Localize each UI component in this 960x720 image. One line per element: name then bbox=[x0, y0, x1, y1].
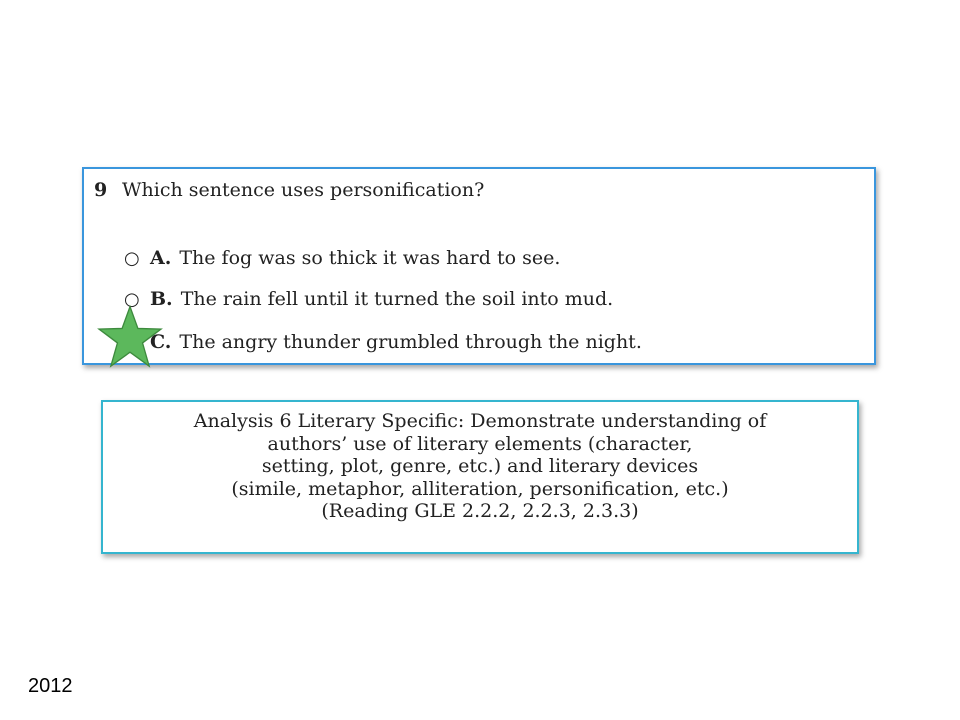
question-number: 9 bbox=[94, 179, 108, 201]
question-prompt: Which sentence uses personification? bbox=[122, 179, 485, 201]
radio-icon[interactable]: ○ bbox=[124, 288, 140, 310]
star-icon bbox=[96, 304, 164, 370]
standard-line: setting, plot, genre, etc.) and literary devices bbox=[261, 455, 699, 477]
standard-line: Analysis 6 Literary Specific: Demonstrate understanding of bbox=[193, 410, 767, 432]
option-a-letter: A. bbox=[150, 247, 172, 269]
standard-box bbox=[101, 400, 859, 554]
option-c-letter: C. bbox=[150, 331, 172, 353]
standard-line: authors’ use of literary elements (character, bbox=[267, 432, 693, 455]
option-b-letter: B. bbox=[150, 288, 173, 310]
standard-line: (Reading GLE 2.2.2, 2.2.3, 2.3.3) bbox=[321, 500, 639, 522]
star-shape bbox=[99, 307, 161, 366]
option-b-text: The rain fell until it turned the soil into mud. bbox=[180, 288, 614, 310]
option-c-text: The angry thunder grumbled through the night. bbox=[179, 331, 642, 353]
option-b[interactable] bbox=[124, 288, 613, 310]
question-prompt-line bbox=[94, 179, 484, 201]
option-a-text: The fog was so thick it was hard to see. bbox=[179, 247, 561, 269]
radio-icon[interactable]: ○ bbox=[124, 247, 140, 269]
footer-year: 2012 bbox=[28, 675, 73, 697]
standard-line: (simile, metaphor, alliteration, personification, etc.) bbox=[231, 477, 729, 500]
option-a[interactable] bbox=[124, 247, 560, 269]
option-c[interactable] bbox=[124, 331, 642, 353]
question-box bbox=[82, 167, 876, 365]
